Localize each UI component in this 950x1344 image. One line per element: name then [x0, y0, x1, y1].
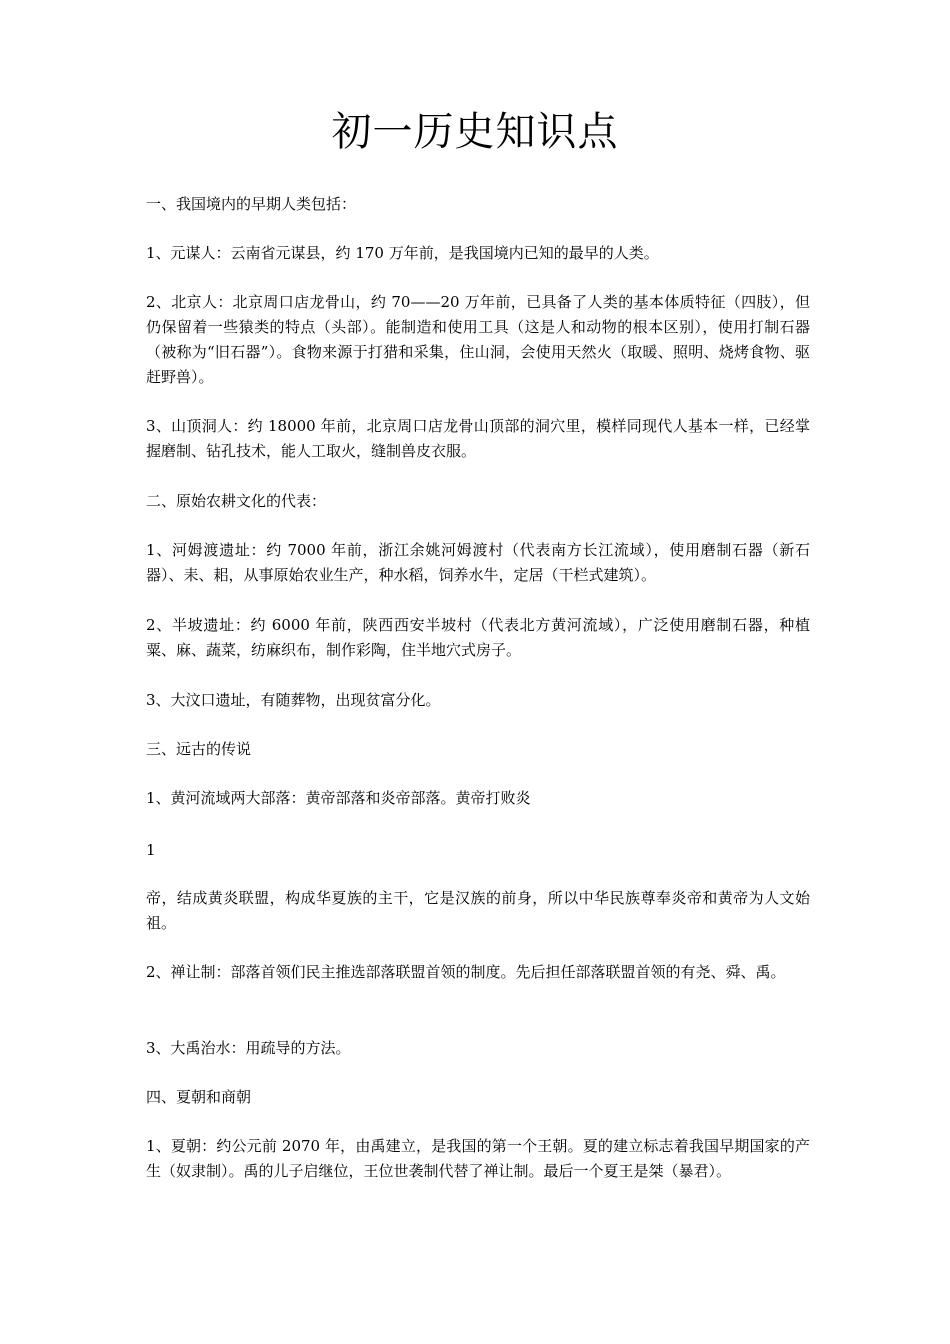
section-heading-3: 三、远古的传说: [146, 740, 252, 758]
page-number: 1: [146, 841, 156, 859]
paragraph-yu-flood-control: 3、大禹治水：用疏导的方法。: [146, 1039, 351, 1057]
paragraph-upper-cave-man: 3、山顶洞人：约 18000 年前，北京周口店龙骨山顶部的洞穴里，模样同现代人基本一样，已经掌握磨制、钻孔技术，能人工取火，缝制兽皮衣服。: [146, 417, 810, 460]
paragraph-dawenkou: 3、大汶口遗址，有随葬物，出现贫富分化。: [146, 691, 441, 709]
paragraph-huangyan-alliance: 帝，结成黄炎联盟，构成华夏族的主干，它是汉族的前身，所以中华民族尊奉炎帝和黄帝为人文始祖。: [146, 889, 810, 932]
paragraph-xia-dynasty: 1、夏朝：约公元前 2070 年，由禹建立，是我国的第一个王朝。夏的建立标志着我国早期国家的产生（奴隶制）。禹的儿子启继位，王位世袭制代替了禅让制。最后一个夏王是桀（暴君）。: [146, 1137, 810, 1180]
section-heading-2: 二、原始农耕文化的代表：: [146, 492, 327, 510]
paragraph-yuanmou: 1、元谋人：云南省元谋县，约 170 万年前，是我国境内已知的最早的人类。: [146, 244, 659, 262]
section-heading-4: 四、夏朝和商朝: [146, 1088, 252, 1106]
paragraph-beijing-man: 2、北京人：北京周口店龙骨山，约 70——20 万年前，已具备了人类的基本体质特征（四肢），但仍保留着一些猿类的特点（头部）。能制造和使用工具（这是人和动物的根本区别），使用打制石器（被称为“旧石器”）。食物来源于打猎和采集，住山洞，会使用天然火（取暖、照明、烧烤食物、驱赶野兽）。: [146, 293, 810, 386]
document-title: 初一历史知识点: [331, 109, 619, 155]
paragraph-hemudu: 1、河姆渡遗址：约 7000 年前，浙江余姚河姆渡村（代表南方长江流域），使用磨制石器（新石器）、耒、耜，从事原始农业生产，种水稻，饲养水牛，定居（干栏式建筑）。: [146, 541, 810, 584]
paragraph-banpo: 2、半坡遗址：约 6000 年前，陕西西安半坡村（代表北方黄河流域），广泛使用磨制石器，种植粟、麻、蔬菜，纺麻织布，制作彩陶，住半地穴式房子。: [146, 616, 810, 659]
section-heading-1: 一、我国境内的早期人类包括：: [146, 195, 357, 213]
paragraph-abdication-system: 2、禅让制：部落首领们民主推选部落联盟首领的制度。先后担任部落联盟首领的有尧、舜、禹。: [146, 963, 786, 981]
paragraph-yellow-river-tribes: 1、黄河流域两大部落：黄帝部落和炎帝部落。黄帝打败炎: [146, 789, 531, 807]
